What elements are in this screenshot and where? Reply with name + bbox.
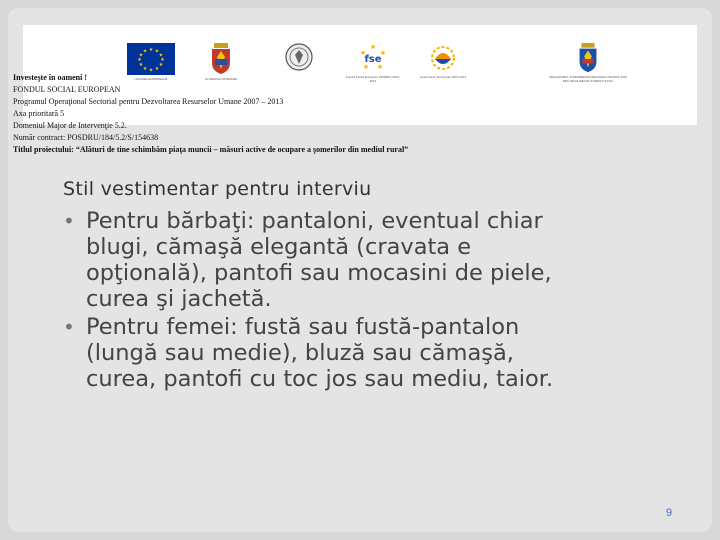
svg-text:★: ★ [137,57,142,63]
eu-caption: UNIUNEA EUROPEANĂ [134,77,168,81]
project-domain: Domeniul Major de Intervenţie 5.2. [13,121,127,130]
svg-text:★: ★ [148,67,154,74]
svg-text:★: ★ [362,63,370,71]
project-contract: Număr contract: POSDRU/184/5.2/S/154638 [13,133,159,142]
svg-text:★: ★ [154,66,160,72]
project-program: Programul Operaţional Sectorial pentru Dezvoltarea Resurselor Umane 2007 – 2013 [13,97,284,106]
bullet-item-women [63,314,583,392]
bullet-text-women: Pentru femei: fustă sau fustă-pantalon (lungă sau medie), bluză sau cămaşă, curea, pantofi cu toc jos sau mediu, taior. [86,314,554,392]
page-number: 9 [666,507,673,519]
svg-text:★: ★ [359,49,367,57]
svg-text:★: ★ [142,66,148,72]
svg-text:★: ★ [158,52,164,59]
svg-text:★: ★ [148,47,154,53]
svg-text:★: ★ [138,62,144,68]
project-title: Titlul proiectului: “Alături de tine schimbăm piaţa muncii – măsuri active de ocupare a şomerilor din mediul rural” [13,145,409,154]
svg-text:★: ★ [158,62,164,68]
project-axis: Axa prioritară 5 [13,109,65,118]
svg-text:★: ★ [379,49,387,57]
instrumente-structurale-logo [413,43,473,83]
svg-text:★: ★ [160,57,165,63]
slide-title: Stil vestimentar pentru interviu [63,178,372,200]
bullet-list [63,208,583,394]
fse-caption: Fondul Social European POSDRU 2007-2013 [345,75,401,83]
project-fund: FONDUL SOCIAL EUROPEAN [13,85,121,94]
svg-text:★: ★ [376,63,384,71]
instrumente-caption: Instrumente Structurale 2007-2013 [419,75,467,79]
project-info [13,72,408,156]
svg-text:★: ★ [138,52,144,59]
bullet-dot-icon: • [63,209,75,233]
bullet-text-men: Pentru bărbaţi: pantaloni, eventual chiar blugi, cămaşă elegantă (cravata e opţională), pantofi sau mocasini de piele, curea şi jachetă. [86,208,552,312]
government-caption: GUVERNUL ROMÂNIEI [205,77,238,81]
svg-text:★: ★ [142,48,148,55]
bullet-dot-icon: • [63,315,75,339]
svg-text:★: ★ [369,43,377,51]
oiposdru-caption: ORGANISMUL INTERMEDIAR REGIONAL PENTRU POS DRU REGIUNEA BUCUREȘTI ILFOV [548,75,628,83]
bullet-item-men [63,208,583,312]
svg-text:★: ★ [154,48,160,55]
oiposdru-crest-logo [548,43,628,83]
svg-text:fse: fse [364,54,382,65]
project-slogan: Investeşte în oameni ! [13,73,87,82]
